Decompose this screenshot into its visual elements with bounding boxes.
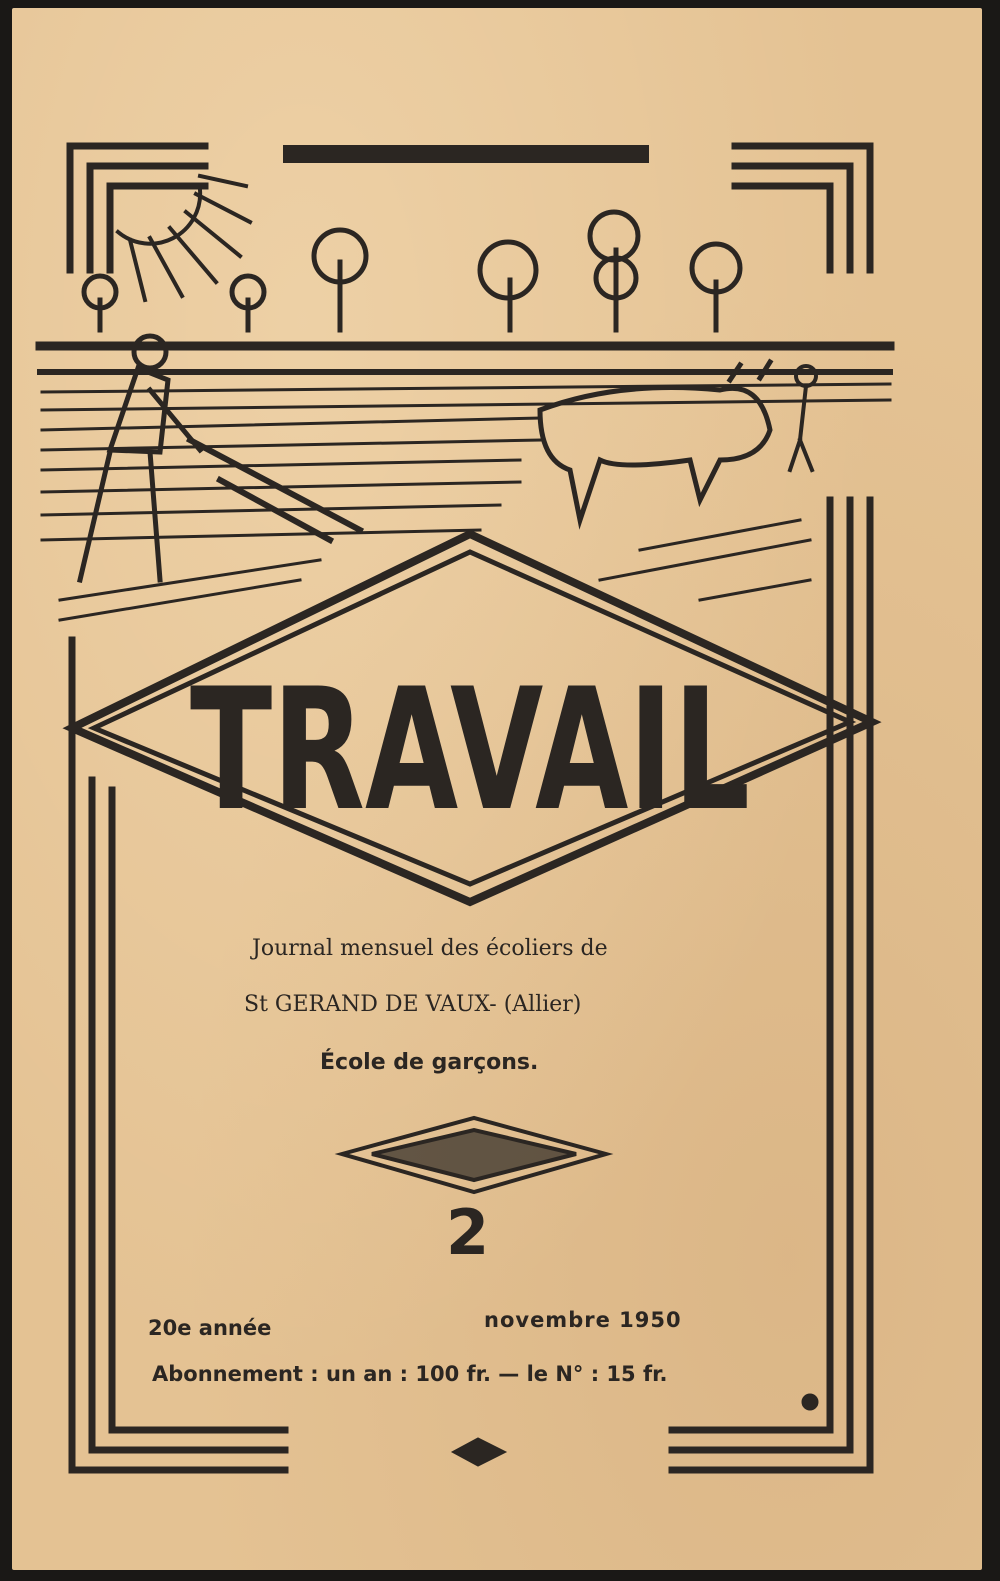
plough-icon [190, 440, 360, 540]
diamond-ornament [342, 1118, 606, 1192]
issue-number: 2 [446, 1196, 490, 1269]
issue-date: novembre 1950 [484, 1308, 682, 1332]
subtitle-line-3: École de garçons. [320, 1050, 539, 1075]
field-furrows [42, 384, 890, 620]
corner-ornament-top-right [735, 146, 870, 270]
masthead-title: TRAVAIL [190, 652, 750, 848]
sun-icon [118, 176, 250, 300]
farmer-figure-icon [790, 366, 816, 470]
ink-spot [802, 1394, 818, 1410]
year-label: 20e année [148, 1316, 272, 1340]
corner-ornament-top-left [70, 146, 205, 270]
subtitle-line-2: St GERAND DE VAUX- (Allier) [244, 992, 582, 1017]
bottom-diamond-ornament [452, 1438, 506, 1466]
subscription-info: Abonnement : un an : 100 fr. — le N° : 15 fr. [152, 1362, 668, 1386]
subtitle-line-1: Journal mensuel des écoliers de [252, 936, 608, 961]
